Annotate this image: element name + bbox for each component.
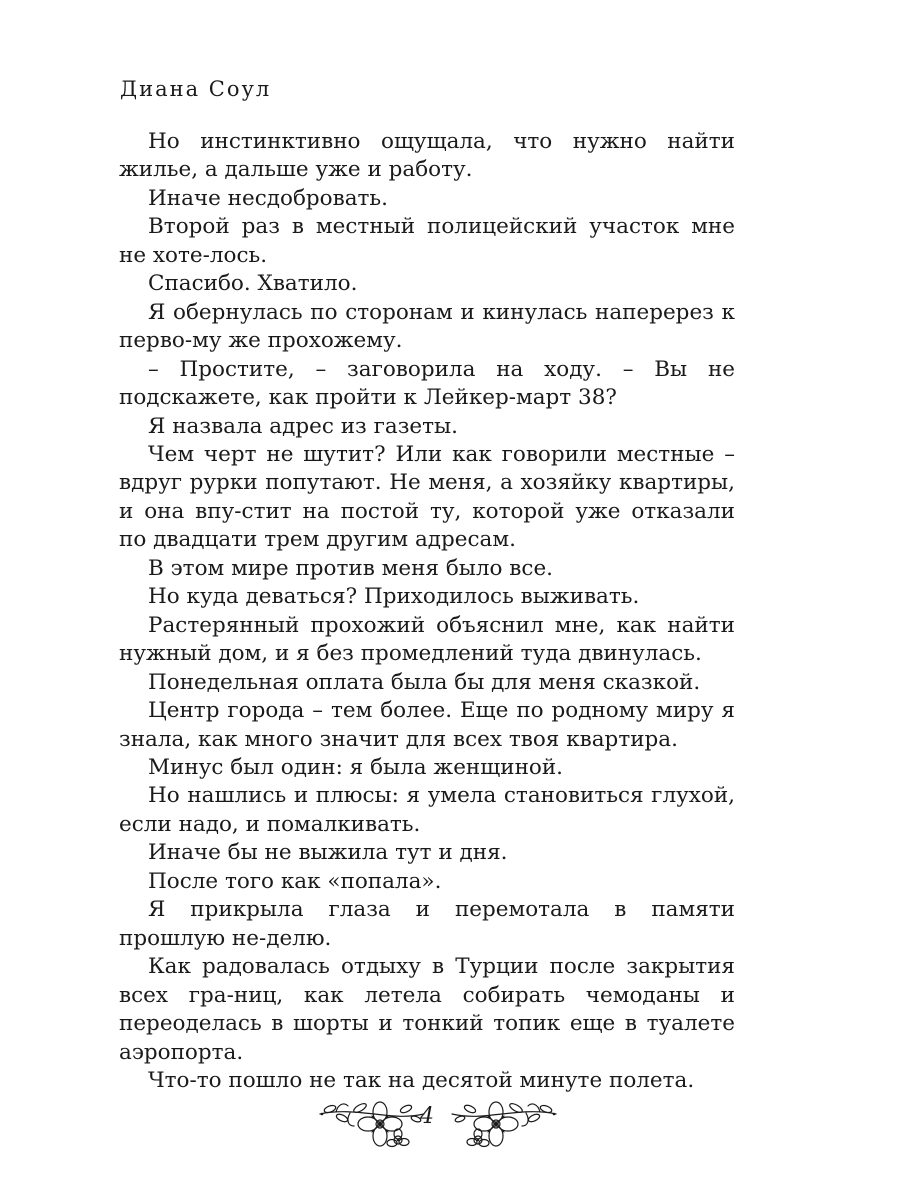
- body-text: [119, 128, 735, 1095]
- paragraph: В этом мире против меня было все.: [148, 555, 554, 581]
- flower-branch-icon: [448, 1092, 560, 1152]
- running-head-author: Диана Соул: [120, 77, 272, 101]
- paragraph: Я прикрыла глаза и перемотала в памяти прошлую не-делю.: [119, 897, 735, 951]
- paragraph: – Простите, – заговорила на ходу. – Вы не подскажете, как пройти к Лейкер-март 38?: [119, 356, 735, 411]
- paragraph: Но инстинктивно ощущала, что нужно найти жилье, а дальше уже и работу.: [119, 129, 735, 183]
- paragraph: Понедельная оплата была бы для меня сказкой.: [148, 669, 701, 695]
- paragraph: Что-то пошло не так на десятой минуте полета.: [148, 1067, 695, 1093]
- paragraph: После того как «попала».: [148, 868, 442, 894]
- paragraph: Я назвала адрес из газеты.: [148, 413, 458, 439]
- paragraph: Спасибо. Хватило.: [148, 271, 358, 297]
- paragraph: Я обернулась по сторонам и кинулась наперерез к перво-му же прохожему.: [119, 299, 735, 354]
- paragraph: Минус был один: я была женщиной.: [148, 754, 564, 780]
- paragraph: Центр города – тем более. Еще по родному миру я знала, как много значит для всех твоя квартира.: [119, 698, 735, 752]
- page-footer: [0, 1092, 900, 1152]
- paragraph: Растерянный прохожий объяснил мне, как найти нужный дом, и я без промедлений туда двинулась.: [119, 612, 735, 667]
- paragraph: Второй раз в местный полицейский участок мне не хоте-лось.: [119, 214, 735, 268]
- paragraph: Как радовалась отдыху в Турции после закрытия всех гра-ниц, как летела собирать чемоданы и переоделась в шорты и тонкий топик еще в туалете аэропорта.: [119, 954, 735, 1065]
- paragraph: Но куда деваться? Приходилось выживать.: [148, 584, 640, 610]
- paragraph: Иначе несдобровать.: [148, 185, 388, 211]
- page-number: 4: [420, 1104, 434, 1129]
- paragraph: Но нашлись и плюсы: я умела становиться глухой, если надо, и помалкивать.: [119, 783, 735, 837]
- paragraph: Иначе бы не выжила тут и дня.: [148, 840, 508, 866]
- paragraph: Чем черт не шутит? Или как говорили местные – вдруг рурки попутают. Не меня, а хозяйку квартиры, и она впу-стит на постой ту, которой уже отказали по двадцати трем другим адресам.: [119, 441, 735, 553]
